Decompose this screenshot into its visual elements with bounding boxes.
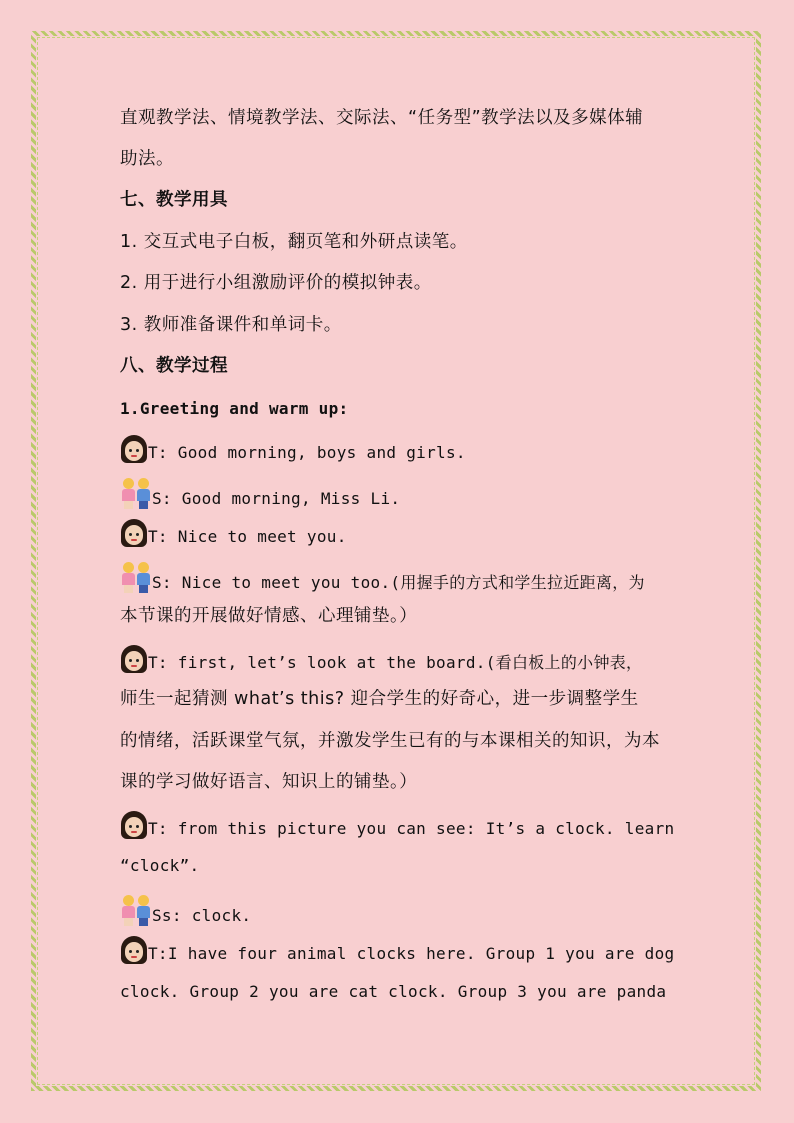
dialogue-line-1 [120,435,466,464]
dialogue-text: S: Good morning, Miss Li. [152,489,401,508]
girl-face-icon [120,519,148,547]
dialogue-text: T:I have four animal clocks here. Group 1 you are dog [148,944,675,963]
dialogue-line-5c: 的情绪，活跃课堂气氛，并激发学生已有的与本课相关的知识，为本 [120,731,660,751]
couple-icon [120,478,152,510]
dialogue-text: Ss: clock. [152,906,252,925]
section-heading-8: 八、教学过程 [120,356,228,376]
method-text-line2: 助法。 [120,149,174,169]
tool-item-3: 3. 教师准备课件和单词卡。 [120,315,342,335]
dialogue-text: T: first, let’s look at the board.(看白板上的小钟表， [148,653,643,672]
couple-icon [120,895,152,927]
dialogue-line-8b: clock. Group 2 you are cat clock. Group 3 you are panda [120,982,667,1001]
couple-icon [120,562,152,594]
method-text-line1: 直观教学法、情境教学法、交际法、“任务型”教学法以及多媒体辅 [120,108,644,128]
tool-item-2: 2. 用于进行小组激励评价的模拟钟表。 [120,273,432,293]
dialogue-text: S: Nice to meet you too.(用握手的方式和学生拉近距离，为 [152,573,645,592]
dialogue-line-3 [120,519,347,548]
dialogue-line-5 [120,645,642,674]
dialogue-line-2 [120,478,400,510]
dialogue-line-5d: 课的学习做好语言、知识上的铺垫。） [120,772,418,792]
section-heading-7: 七、教学用具 [120,190,228,210]
dialogue-text: T: Nice to meet you. [148,527,347,546]
dialogue-text: T: Good morning, boys and girls. [148,443,466,462]
girl-face-icon [120,645,148,673]
subsection-greeting: 1.Greeting and warm up: [120,399,349,418]
dialogue-line-4 [120,562,645,594]
dialogue-line-7 [120,895,251,927]
dialogue-line-6 [120,811,674,840]
girl-face-icon [120,936,148,964]
dialogue-line-4b: 本节课的开展做好情感、心理铺垫。） [120,606,418,626]
girl-face-icon [120,811,148,839]
dialogue-line-6b: “clock”. [120,856,200,875]
dialogue-line-8 [120,936,674,965]
tool-item-1: 1. 交互式电子白板，翻页笔和外研点读笔。 [120,232,468,252]
dialogue-text: T: from this picture you can see: It’s a clock. learn [148,819,675,838]
girl-face-icon [120,435,148,463]
dialogue-line-5b: 师生一起猜测 what’s this? 迎合学生的好奇心，进一步调整学生 [120,689,639,709]
